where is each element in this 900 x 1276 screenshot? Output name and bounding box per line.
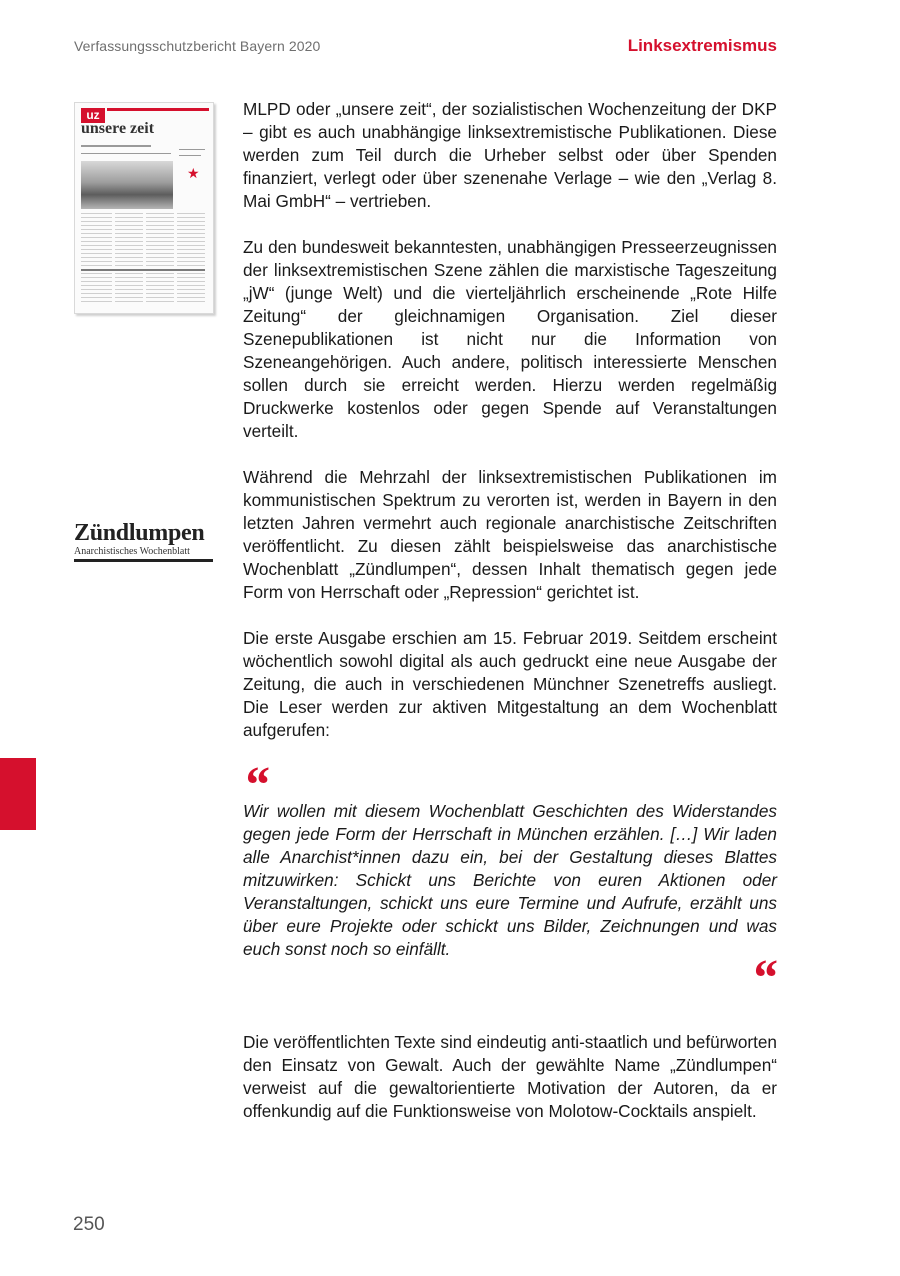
logo-title: Zündlumpen	[74, 520, 205, 546]
column-gap	[174, 213, 177, 308]
section-title: Linksextremismus	[627, 36, 777, 55]
newspaper-thumbnail	[74, 102, 214, 314]
newspaper-divider	[81, 269, 205, 271]
closing-paragraph: Die veröffentlichten Texte sind eindeutig anti-staatlich und befürworten den Einsatz von Gewalt. Auch der gewählte Name „Zündlumpen“ verweist auf die gewaltorientierte Motivation der Autoren, da er offenkundig auf die Funktionsweise von Molotow-Cocktails anspielt.	[243, 1032, 777, 1121]
column-gap	[143, 213, 146, 308]
main-text	[243, 98, 777, 1123]
quote-open-icon: “	[243, 757, 269, 814]
newspaper-red-bar	[107, 108, 209, 111]
newspaper-photo	[81, 161, 173, 209]
logo-rule	[74, 559, 213, 562]
paragraph-4: Die erste Ausgabe erschien am 15. Februar 2019. Seitdem erscheint wöchentlich sowohl digital als auch gedruckt eine neue Ausgabe der Zeitung, die auch in verschiedenen Münchner Szenetreffs ausliegt. Die Leser werden zur aktiven Mitgestaltung an dem Wochenblatt aufgerufen:	[243, 628, 777, 740]
quote-text: Wir wollen mit diesem Wochenblatt Geschichten des Widerstandes gegen jede Form der Herrschaft in München erzählen. […] Wir laden alle Anarchist*innen dazu ein, bei der Gestaltung dieses Blattes mitzuwirken: Schickt uns Berichte von euren Aktionen oder Veranstaltungen, schickt uns eure Termine und Aufrufe, erzählt uns über eure Projekte oder schickt uns Bilder, Zeichnungen und was euch sonst noch so einfällt.	[243, 801, 777, 959]
star-icon: ★	[187, 165, 200, 181]
logo-subtitle: Anarchistisches Wochenblatt	[74, 546, 190, 557]
zuendlumpen-logo	[74, 520, 213, 562]
newspaper-side-line	[179, 155, 201, 156]
newspaper-subline	[81, 153, 171, 154]
column-gap	[112, 213, 115, 308]
report-title: Verfassungsschutzbericht Bayern 2020	[74, 38, 321, 54]
paragraph-2: Zu den bundesweit bekanntesten, unabhängigen Presseerzeugnissen der linksextremistischen Szene zählen die marxistische Tageszeitung „jW“ (junge Welt) und die vierteljährlich erscheinende „Rote Hilfe Zeitung“ der gleichnamigen Organisation. Ziel dieser Szenepublikationen ist nicht nur die Information von Szeneangehörigen. Auch andere, politisch interessierte Menschen sollen durch sie erreicht werden. Hierzu werden regelmäßig Druckwerke kostenlos oder gegen Spende auf Veranstaltungen verteilt.	[243, 237, 777, 441]
newspaper-masthead: unsere zeit	[81, 120, 155, 137]
newspaper-side-line	[179, 149, 205, 150]
newspaper-headline-line	[81, 145, 151, 147]
chapter-tab	[0, 758, 36, 830]
paragraph-3: Während die Mehrzahl der linksextremistischen Publikationen im kommunistischen Spektrum zu verorten ist, werden in Bayern in den letzten Jahren vermehrt auch regionale anarchistische Zeitschriften veröffentlicht. Zu diesen zählt beispielsweise das anarchistische Wochenblatt „Zündlumpen“, dessen Inhalt thematisch gegen jede Form von Herrschaft oder „Repression“ gerichtet ist.	[243, 467, 777, 602]
newspaper-badge: uz	[81, 108, 105, 123]
page-number: 250	[73, 1214, 105, 1235]
quote-close-icon: “	[751, 950, 777, 1007]
paragraph-1: MLPD oder „unsere zeit“, der sozialistischen Wochenzeitung der DKP – gibt es auch unabhängige linksextremistische Publikationen. Diese werden zum Teil durch die Urheber selbst oder über Spenden finanziert, verlegt oder über szenenahe Verlage – wie den „Verlag 8. Mai GmbH“ – vertrieben.	[243, 99, 777, 211]
